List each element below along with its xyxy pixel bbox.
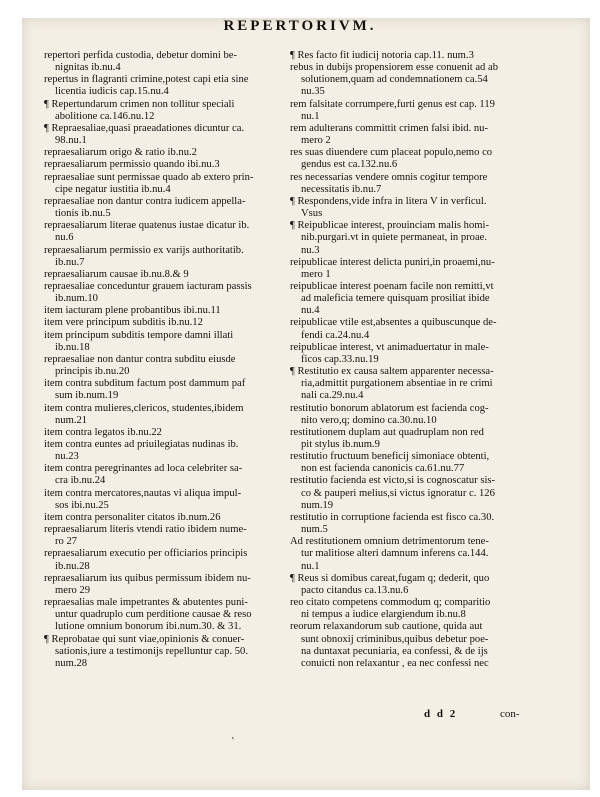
entry-line: item contra mercatores,nautas vi aliqua impul- <box>44 487 242 499</box>
index-entry <box>44 378 291 402</box>
entry-continuation: nu.1 <box>301 560 320 572</box>
entry-line: repraesaliarum literae quatenus iustae dicatur ib. <box>44 220 250 232</box>
entry-continuation: num.21 <box>55 414 88 426</box>
entry-line: reipublicae interest poenam facile non remitti,vt <box>290 280 494 292</box>
entry-continuation: co & pauperi melius,si victus ignoratur c. 126 <box>301 487 495 499</box>
entry-continuation: ad maleficia temere quisquam prosiliat ibide <box>301 293 490 305</box>
entry-continuation: conuicti non relaxantur , ea nec confessi nec <box>301 657 489 669</box>
index-entry <box>44 354 291 378</box>
index-entry <box>290 597 537 621</box>
entry-line: reorum relaxandorum sub cautione, quida aut <box>290 621 483 633</box>
entry-line: ¶ Res facto fit iudicij notoria cap.11. num.3 <box>290 50 474 61</box>
entry-line: repraesaliae sunt permissae quado ab extero prin- <box>44 171 254 183</box>
entry-continuation: ria,admittit purgationem absentiae in re crimi <box>301 378 493 390</box>
index-entry <box>44 74 291 98</box>
entry-line: item contra peregrinantes ad loca celebriter sa- <box>44 463 243 475</box>
running-header: REPERTORIVM. <box>223 18 377 34</box>
entry-line: item vere principum subditis ib.nu.12 <box>44 317 203 329</box>
catchword: con- <box>500 708 520 720</box>
entry-line: repraesaliarum permissio ex varijs authoritatib. <box>44 244 244 256</box>
entry-line: reipublicae vtile est,absentes a quibuscunque de- <box>290 317 497 329</box>
entry-continuation: pacto citandus ca.13.nu.6 <box>301 584 409 596</box>
index-entry <box>290 99 537 123</box>
entry-continuation: nignitas ib.nu.4 <box>55 62 121 74</box>
entry-continuation: mero 1 <box>301 268 331 280</box>
entry-continuation: licentia iudicis cap.15.nu.4 <box>55 86 169 98</box>
entry-continuation: nu.1 <box>301 110 320 122</box>
entry-continuation: mero 29 <box>55 584 91 596</box>
entry-continuation: ib.nu.18 <box>55 341 90 353</box>
entry-line: repraesaliae non dantur contra iudicem appella- <box>44 195 246 207</box>
entry-continuation: non est facienda canonicis ca.61.nu.77 <box>301 463 465 475</box>
index-entry <box>290 123 537 147</box>
entry-line: repraesaliarum literis vtendi ratio ibidem nume- <box>44 524 247 536</box>
index-entry <box>44 330 291 354</box>
entry-line: ¶ Restitutio ex causa saltem apparenter necessa- <box>290 366 494 378</box>
index-entry <box>44 281 291 305</box>
index-entry <box>44 305 291 317</box>
index-entry <box>44 196 291 220</box>
index-entry <box>44 488 291 512</box>
index-entry <box>44 512 291 524</box>
entry-continuation: nib.purgari.vt in quiete permaneat, in proae. <box>301 232 488 244</box>
index-entry <box>44 597 291 633</box>
entry-continuation: ib.nu.7 <box>55 256 85 268</box>
index-entry <box>44 220 291 244</box>
entry-line: item principum subditis tempore damni illati <box>44 329 234 341</box>
index-entry <box>290 257 537 281</box>
index-entry <box>44 427 291 439</box>
signature-mark: d d 2 <box>424 708 458 720</box>
index-entry <box>44 403 291 427</box>
entry-line: reo citato competens commodum q; comparitio <box>290 597 491 609</box>
entry-continuation: na duntaxat pecuniaria, ea confessi, & de ijs <box>301 645 488 657</box>
index-entry <box>290 62 537 98</box>
entry-continuation: nu.4 <box>301 305 320 317</box>
entry-continuation: sum ib.num.19 <box>55 390 119 402</box>
entry-line: repertori perfida custodia, debetur domini be- <box>44 50 237 61</box>
index-entry <box>290 147 537 171</box>
entry-continuation: ib.nu.28 <box>55 560 90 572</box>
entry-line: res necessarias vendere omnis cogitur tempore <box>290 171 488 183</box>
entry-line: ¶ Repertundarum crimen non tollitur speciali <box>44 98 235 110</box>
index-entry <box>290 621 537 670</box>
entry-continuation: Vsus <box>301 208 323 220</box>
entry-line: restitutio fructuum beneficij simoniace obtenti, <box>290 451 490 463</box>
index-entry <box>290 317 537 341</box>
index-entry <box>44 317 291 329</box>
entry-line: ¶ Respondens,vide infra in litera V in verficul. <box>290 195 487 207</box>
entry-continuation: tur malitiose alteri damnum inferens ca.144. <box>301 548 489 560</box>
entry-line: rebus in dubijs propensiorem esse conuenit ad ab <box>290 62 499 74</box>
entry-line: repraesaliarum origo & ratio ib.nu.2 <box>44 147 197 159</box>
index-entry <box>44 123 291 147</box>
entry-continuation: abolitione ca.146.nu.12 <box>55 110 155 122</box>
index-entry <box>290 196 537 220</box>
index-entry <box>290 342 537 366</box>
entry-line: item contra euntes ad priuilegiatas nudinas ib. <box>44 439 239 450</box>
index-entry <box>290 427 537 451</box>
entry-line: Ad restitutionem omnium detrimentorum tene- <box>290 536 489 548</box>
entry-continuation: ni tempus a iudice elargiendum ib.nu.8 <box>301 609 466 621</box>
entry-continuation: sationis,iure a testimonijs repelluntur cap. 50. <box>55 645 248 657</box>
entry-continuation: num.19 <box>301 499 334 511</box>
index-entry <box>290 220 537 256</box>
entry-continuation: cipe negatur iustitia ib.nu.4 <box>55 183 171 195</box>
entry-continuation: nu.23 <box>55 451 79 463</box>
entry-continuation: gendus est ca.132.nu.6 <box>301 159 398 171</box>
entry-line: repraesaliarum executio per officiarios principis <box>44 548 248 560</box>
index-entry <box>44 439 291 463</box>
left-column <box>44 50 291 670</box>
index-entry <box>44 548 291 572</box>
entry-continuation: untur quadruplo cum perditione causae & reso <box>55 609 252 621</box>
entry-line: item contra personaliter citatos ib.num.26 <box>44 511 221 523</box>
index-entry <box>290 475 537 511</box>
entry-continuation: 98.nu.1 <box>55 135 87 147</box>
entry-line: repraesaliarum ius quibus permissum ibidem nu- <box>44 572 251 584</box>
index-entry <box>44 147 291 159</box>
entry-line: ¶ Reus si domibus careat,fugam q; dederit, quo <box>290 572 490 584</box>
entry-line: restitutio facienda est victo,si is cognoscatur sis- <box>290 475 496 487</box>
entry-line: restitutio bonorum ablatorum est facienda cog- <box>290 402 489 414</box>
entry-line: rem falsitate corrumpere,furti genus est cap. 119 <box>290 98 495 110</box>
index-entry <box>290 50 537 62</box>
entry-line: repertus in flagranti crimine,potest capi etia sine <box>44 74 249 86</box>
entry-line: item contra legatos ib.nu.22 <box>44 426 162 438</box>
entry-continuation: num.28 <box>55 657 88 669</box>
entry-line: ¶ Repraesaliae,quasi praeadationes dicuntur ca. <box>44 122 245 134</box>
entry-line: repraesaliae conceduntur grauem iacturam passis <box>44 280 252 292</box>
index-entry <box>290 172 537 196</box>
index-entry <box>290 512 537 536</box>
entry-line: res suas diuendere cum placeat populo,nemo co <box>290 147 493 159</box>
index-entry <box>290 403 537 427</box>
entry-continuation: principis ib.nu.20 <box>55 366 130 378</box>
entry-continuation: num.5 <box>301 524 328 536</box>
entry-line: ¶ Reprobatae qui sunt viae,opinionis & conuer- <box>44 633 245 645</box>
entry-continuation: ro 27 <box>55 536 78 548</box>
entry-continuation: ficos cap.33.nu.19 <box>301 353 379 365</box>
entry-continuation: nu.35 <box>301 86 325 98</box>
index-entry <box>290 366 537 402</box>
entry-continuation: ib.num.10 <box>55 293 98 305</box>
index-entry <box>44 634 291 670</box>
index-entry <box>44 573 291 597</box>
entry-line: ¶ Reipublicae interest, prouinciam malis homi- <box>290 220 489 232</box>
entry-continuation: pit stylus ib.num.9 <box>301 439 380 450</box>
entry-line: item iacturam plene probantibus ibi.nu.11 <box>44 305 221 317</box>
entry-continuation: necessitatis ib.nu.7 <box>301 183 382 195</box>
index-entry <box>290 451 537 475</box>
entry-continuation: sos ibi.nu.25 <box>55 499 109 511</box>
entry-line: item contra subditum factum post dammum paf <box>44 378 246 390</box>
entry-continuation: tionis ib.nu.5 <box>55 208 111 220</box>
entry-line: repraesalias male impetrantes & abutentes puni- <box>44 597 248 609</box>
index-entry <box>290 573 537 597</box>
entry-continuation: mero 2 <box>301 135 331 147</box>
entry-continuation: nu.6 <box>55 232 74 244</box>
index-entry <box>44 172 291 196</box>
index-entry <box>44 463 291 487</box>
entry-line: repraesaliarum causae ib.nu.8.& 9 <box>44 268 189 280</box>
index-entry <box>44 269 291 281</box>
index-entry <box>44 99 291 123</box>
entry-line: reipublicae interest, vt animaduertatur in male- <box>290 341 489 353</box>
footer-mark: ' <box>232 736 234 747</box>
entry-line: repraesaliae non dantur contra subditu eiusde <box>44 353 236 365</box>
entry-line: repraesaliarum permissio quando ibi.nu.3 <box>44 159 220 171</box>
entry-continuation: nito vero,q; domino ca.30.nu.10 <box>301 414 437 426</box>
entry-continuation: cra ib.nu.24 <box>55 475 106 487</box>
entry-continuation: nali ca.29.nu.4 <box>301 390 364 402</box>
entry-line: rem adulterans committit crimen falsi ibid. nu- <box>290 122 488 134</box>
entry-continuation: fendi ca.24.nu.4 <box>301 329 370 341</box>
index-entry <box>290 281 537 317</box>
entry-line: item contra mulieres,clericos, studentes,ibidem <box>44 402 244 414</box>
index-entry <box>44 524 291 548</box>
entry-line: reipublicae interest delicta puniri,in proaemi,nu- <box>290 256 495 268</box>
entry-continuation: lutione omnium bonorum ibi.num.30. & 31. <box>55 621 242 633</box>
right-column <box>290 50 537 670</box>
index-entry <box>44 245 291 269</box>
entry-line: restitutio in corruptione facienda est fisco ca.30. <box>290 511 495 523</box>
index-entry <box>44 50 291 74</box>
entry-continuation: nu.3 <box>301 244 320 256</box>
entry-line: restitutionem duplam aut quadruplam non red <box>290 426 484 438</box>
index-entry <box>44 159 291 171</box>
index-entry <box>290 536 537 572</box>
entry-continuation: sunt obnoxij criminibus,quibus debetur poe- <box>301 633 489 645</box>
entry-continuation: solutionem,quam ad condemnationem ca.54 <box>301 74 488 86</box>
